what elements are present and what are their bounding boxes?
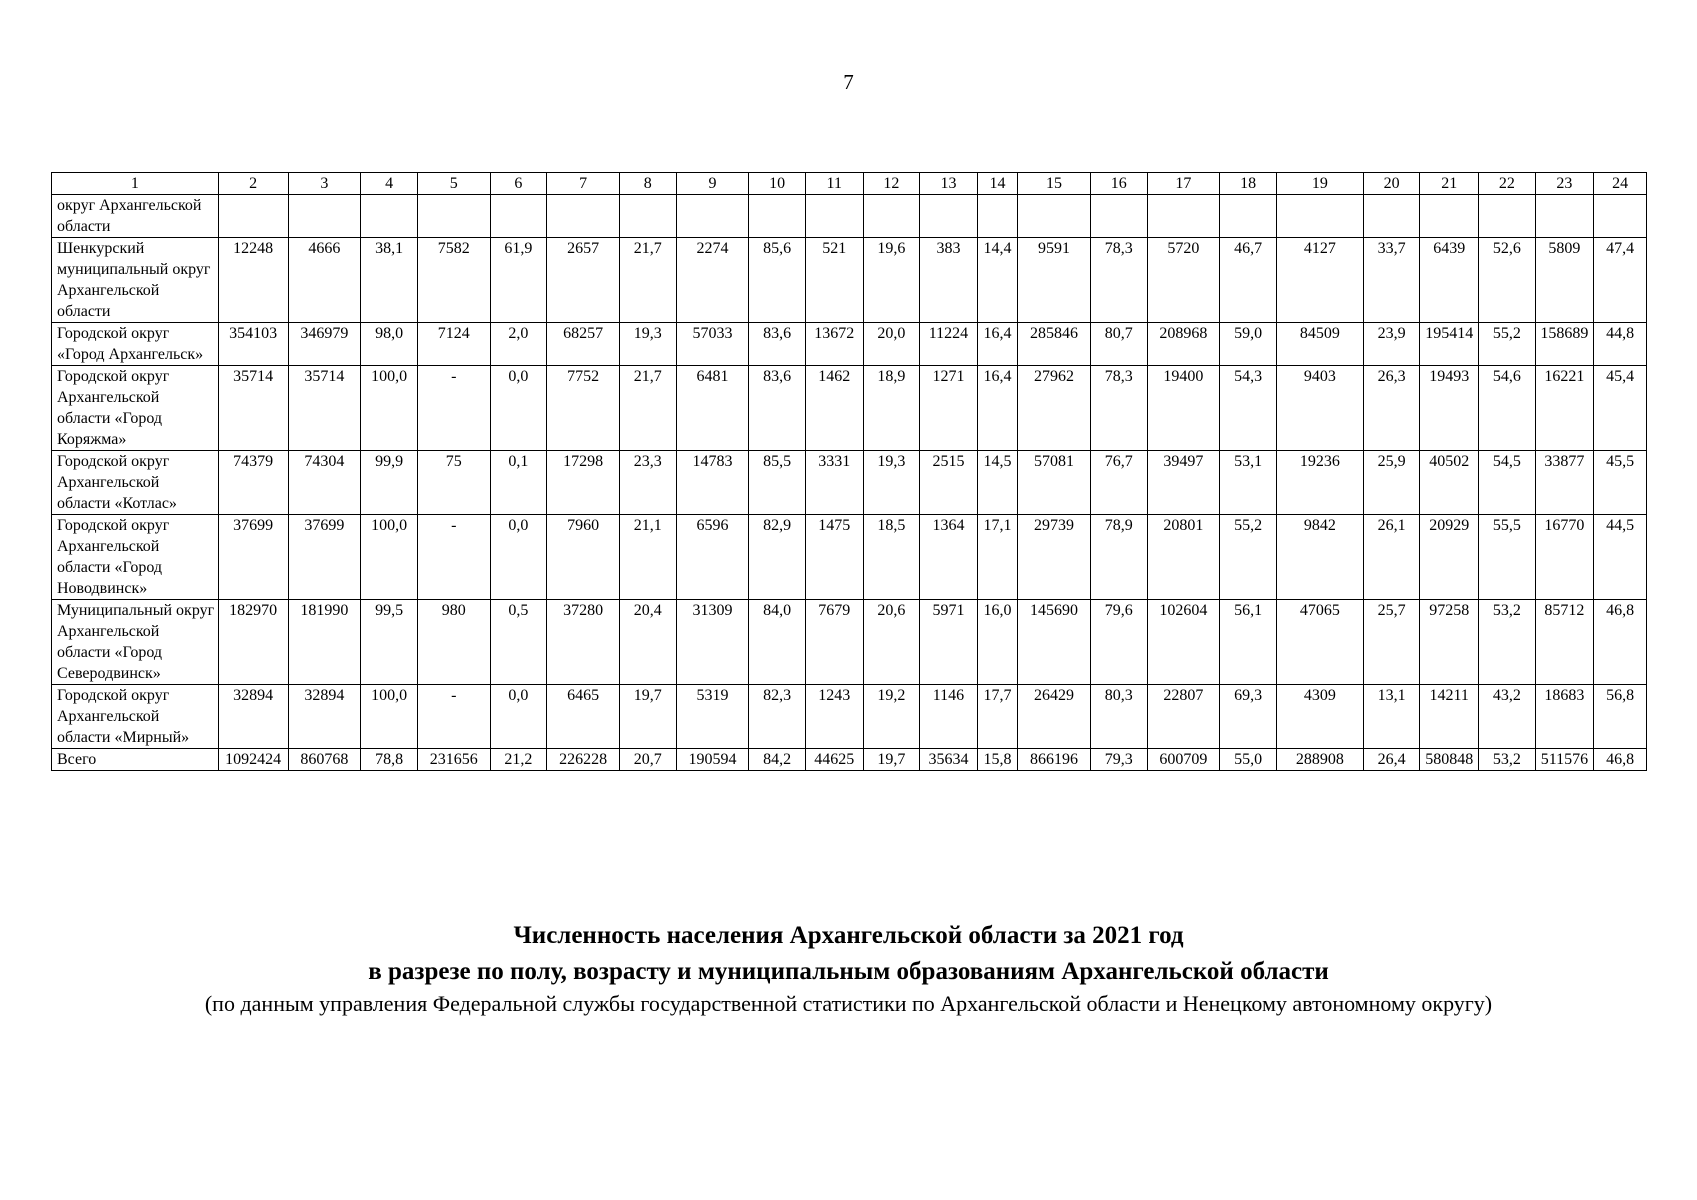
title-subtitle: (по данным управления Федеральной службы государственной статистики по Архангельской области и Ненецкому автономному округу) <box>204 991 1493 1016</box>
table-cell: 13672 <box>805 323 863 366</box>
table-cell: 44,5 <box>1594 515 1647 600</box>
table-row <box>52 515 1647 600</box>
table-cell: 16,4 <box>977 366 1017 451</box>
table-cell: 190594 <box>676 749 749 771</box>
table-cell: 13,1 <box>1363 685 1420 749</box>
table-cell <box>805 195 863 238</box>
column-number-5: 5 <box>417 173 490 195</box>
column-number-6: 6 <box>490 173 547 195</box>
table-cell: 33,7 <box>1363 238 1420 323</box>
table-cell: 84509 <box>1276 323 1363 366</box>
table-cell: 1271 <box>920 366 978 451</box>
table-cell: 354103 <box>218 323 288 366</box>
table-cell: 56,8 <box>1594 685 1647 749</box>
column-number-3: 3 <box>288 173 361 195</box>
table-cell: 21,1 <box>619 515 676 600</box>
table-cell: 21,2 <box>490 749 547 771</box>
table-cell: 20801 <box>1147 515 1220 600</box>
table-cell: 14,5 <box>977 451 1017 515</box>
table-cell: 16,4 <box>977 323 1017 366</box>
table-cell: 17,1 <box>977 515 1017 600</box>
table-cell: 26429 <box>1018 685 1091 749</box>
table-cell: 78,3 <box>1090 366 1147 451</box>
table-cell: 0,5 <box>490 600 547 685</box>
table-cell: 23,9 <box>1363 323 1420 366</box>
table-cell <box>676 195 749 238</box>
table-cell: 2274 <box>676 238 749 323</box>
table-cell: 1146 <box>920 685 978 749</box>
table-cell: 6596 <box>676 515 749 600</box>
table-cell: 346979 <box>288 323 361 366</box>
table-cell: 18,9 <box>863 366 920 451</box>
column-number-11: 11 <box>805 173 863 195</box>
table-cell: 7679 <box>805 600 863 685</box>
table-cell: 79,6 <box>1090 600 1147 685</box>
table-cell: 511576 <box>1535 749 1594 771</box>
table-cell: 5319 <box>676 685 749 749</box>
table-cell: 98,0 <box>361 323 418 366</box>
table-cell: 40502 <box>1420 451 1479 515</box>
table-cell: 80,7 <box>1090 323 1147 366</box>
table-row <box>52 451 1647 515</box>
table-cell: 9403 <box>1276 366 1363 451</box>
table-cell: 0,1 <box>490 451 547 515</box>
table-cell: 46,7 <box>1220 238 1277 323</box>
table-cell: 35714 <box>288 366 361 451</box>
table-cell: 75 <box>417 451 490 515</box>
table-cell: 56,1 <box>1220 600 1277 685</box>
table-cell: 14211 <box>1420 685 1479 749</box>
table-cell: 4666 <box>288 238 361 323</box>
table-cell: 19,3 <box>619 323 676 366</box>
table-cell: 52,6 <box>1479 238 1536 323</box>
table-cell: 580848 <box>1420 749 1479 771</box>
table-cell: 0,0 <box>490 515 547 600</box>
table-cell: 100,0 <box>361 515 418 600</box>
table-cell: 521 <box>805 238 863 323</box>
municipality-name: Шенкурский муниципальный округ Архангельской области <box>52 238 219 323</box>
table-cell: 182970 <box>218 600 288 685</box>
table-cell: 68257 <box>547 323 620 366</box>
table-cell: 20,4 <box>619 600 676 685</box>
table-cell: 53,1 <box>1220 451 1277 515</box>
table-cell <box>490 195 547 238</box>
table-cell: 19493 <box>1420 366 1479 451</box>
table-cell: 145690 <box>1018 600 1091 685</box>
table-cell: 2,0 <box>490 323 547 366</box>
table-cell: 37280 <box>547 600 620 685</box>
table-cell: 33877 <box>1535 451 1594 515</box>
table-cell: 57081 <box>1018 451 1091 515</box>
table-cell: - <box>417 515 490 600</box>
table-cell: 23,3 <box>619 451 676 515</box>
municipality-name: Городской округ «Город Архангельск» <box>52 323 219 366</box>
column-number-8: 8 <box>619 173 676 195</box>
table-cell: 100,0 <box>361 685 418 749</box>
table-cell: 231656 <box>417 749 490 771</box>
table-cell: 7582 <box>417 238 490 323</box>
table-cell: 37699 <box>218 515 288 600</box>
table-cell: 39497 <box>1147 451 1220 515</box>
table-cell: 53,2 <box>1479 600 1536 685</box>
table-cell: 59,0 <box>1220 323 1277 366</box>
table-cell: 600709 <box>1147 749 1220 771</box>
table-cell <box>1090 195 1147 238</box>
table-cell: 47065 <box>1276 600 1363 685</box>
table-cell: 79,3 <box>1090 749 1147 771</box>
table-cell <box>1420 195 1479 238</box>
municipality-name: Городской округ Архангельской области «Мирный» <box>52 685 219 749</box>
table-cell: 11224 <box>920 323 978 366</box>
table-cell: 82,3 <box>749 685 806 749</box>
table-cell: 35634 <box>920 749 978 771</box>
table-cell: - <box>417 685 490 749</box>
table-cell: 47,4 <box>1594 238 1647 323</box>
column-number-10: 10 <box>749 173 806 195</box>
municipality-name: Городской округ Архангельской области «Котлас» <box>52 451 219 515</box>
table-cell: 46,8 <box>1594 749 1647 771</box>
table-row <box>52 685 1647 749</box>
table-cell: 84,2 <box>749 749 806 771</box>
table-cell: 27962 <box>1018 366 1091 451</box>
table-cell: 85,6 <box>749 238 806 323</box>
table-cell <box>863 195 920 238</box>
table-cell: 55,2 <box>1479 323 1536 366</box>
column-number-15: 15 <box>1018 173 1091 195</box>
table-cell: 208968 <box>1147 323 1220 366</box>
column-number-23: 23 <box>1535 173 1594 195</box>
table-cell: 16,0 <box>977 600 1017 685</box>
table-cell: 74304 <box>288 451 361 515</box>
table-cell: 26,1 <box>1363 515 1420 600</box>
title-line-1: Численность населения Архангельской области за 2021 год <box>513 922 1184 949</box>
table-row <box>52 749 1647 771</box>
table-cell <box>1594 195 1647 238</box>
table-cell: 1475 <box>805 515 863 600</box>
table-cell: 16770 <box>1535 515 1594 600</box>
table-cell: 99,9 <box>361 451 418 515</box>
table-cell: 4309 <box>1276 685 1363 749</box>
table-cell: 54,3 <box>1220 366 1277 451</box>
table-cell: 37699 <box>288 515 361 600</box>
table-cell: 20929 <box>1420 515 1479 600</box>
column-number-22: 22 <box>1479 173 1536 195</box>
table-cell: 26,3 <box>1363 366 1420 451</box>
table-cell: 1364 <box>920 515 978 600</box>
table-row <box>52 600 1647 685</box>
column-number-17: 17 <box>1147 173 1220 195</box>
table-cell: 6439 <box>1420 238 1479 323</box>
column-number-16: 16 <box>1090 173 1147 195</box>
column-number-4: 4 <box>361 173 418 195</box>
table-row <box>52 366 1647 451</box>
table-cell: 12248 <box>218 238 288 323</box>
table-cell: 16221 <box>1535 366 1594 451</box>
table-cell: 383 <box>920 238 978 323</box>
table-cell: 4127 <box>1276 238 1363 323</box>
table-cell: 55,5 <box>1479 515 1536 600</box>
table-cell <box>417 195 490 238</box>
table-cell: 20,7 <box>619 749 676 771</box>
table-cell: 19,7 <box>619 685 676 749</box>
table-cell <box>619 195 676 238</box>
table-cell <box>920 195 978 238</box>
table-cell: 0,0 <box>490 366 547 451</box>
table-cell <box>1276 195 1363 238</box>
table-cell: 19,7 <box>863 749 920 771</box>
column-number-19: 19 <box>1276 173 1363 195</box>
table-cell: 44,8 <box>1594 323 1647 366</box>
table-cell: 2515 <box>920 451 978 515</box>
table-cell: 19400 <box>1147 366 1220 451</box>
table-cell: 45,5 <box>1594 451 1647 515</box>
table-cell: 1243 <box>805 685 863 749</box>
table-cell: 285846 <box>1018 323 1091 366</box>
table-cell: 3331 <box>805 451 863 515</box>
column-number-14: 14 <box>977 173 1017 195</box>
table-cell: 85,5 <box>749 451 806 515</box>
table-cell: 84,0 <box>749 600 806 685</box>
column-number-20: 20 <box>1363 173 1420 195</box>
table-cell: 29739 <box>1018 515 1091 600</box>
table-cell: 43,2 <box>1479 685 1536 749</box>
table-cell: 18,5 <box>863 515 920 600</box>
table-row <box>52 195 1647 238</box>
municipality-name: Городской округ Архангельской области «Город Коряжма» <box>52 366 219 451</box>
table-cell: 17,7 <box>977 685 1017 749</box>
table-cell: 6465 <box>547 685 620 749</box>
table-cell: 57033 <box>676 323 749 366</box>
column-number-7: 7 <box>547 173 620 195</box>
table-cell: 7124 <box>417 323 490 366</box>
table-cell <box>547 195 620 238</box>
table-cell: 5720 <box>1147 238 1220 323</box>
table-cell <box>749 195 806 238</box>
page-number: 7 <box>843 70 854 94</box>
table-cell: 860768 <box>288 749 361 771</box>
table-cell: 19,2 <box>863 685 920 749</box>
table-cell: 226228 <box>547 749 620 771</box>
table-cell: 100,0 <box>361 366 418 451</box>
table-cell: 980 <box>417 600 490 685</box>
column-number-21: 21 <box>1420 173 1479 195</box>
table-cell: 18683 <box>1535 685 1594 749</box>
table-cell: 76,7 <box>1090 451 1147 515</box>
table-cell: 35714 <box>218 366 288 451</box>
table-cell: 158689 <box>1535 323 1594 366</box>
column-number-13: 13 <box>920 173 978 195</box>
table-cell: 21,7 <box>619 366 676 451</box>
population-table <box>51 172 1647 771</box>
table-cell: 85712 <box>1535 600 1594 685</box>
table-cell: 20,0 <box>863 323 920 366</box>
table-cell: 288908 <box>1276 749 1363 771</box>
table-cell: 55,0 <box>1220 749 1277 771</box>
table-cell <box>218 195 288 238</box>
table-cell: 53,2 <box>1479 749 1536 771</box>
table-cell: 44625 <box>805 749 863 771</box>
table-row <box>52 238 1647 323</box>
table-cell: 32894 <box>288 685 361 749</box>
table-cell: 14,4 <box>977 238 1017 323</box>
table-cell: 61,9 <box>490 238 547 323</box>
table-cell: 7960 <box>547 515 620 600</box>
table-cell: - <box>417 366 490 451</box>
table-cell: 45,4 <box>1594 366 1647 451</box>
table-cell: 0,0 <box>490 685 547 749</box>
table-cell: 97258 <box>1420 600 1479 685</box>
table-cell: 78,8 <box>361 749 418 771</box>
table-cell: 102604 <box>1147 600 1220 685</box>
table-cell: 25,7 <box>1363 600 1420 685</box>
column-number-2: 2 <box>218 173 288 195</box>
table-cell: 83,6 <box>749 366 806 451</box>
table-row <box>52 323 1647 366</box>
table-cell: 25,9 <box>1363 451 1420 515</box>
table-cell <box>1479 195 1536 238</box>
table-cell <box>1147 195 1220 238</box>
table-cell: 78,9 <box>1090 515 1147 600</box>
table-title-block <box>0 918 1697 1018</box>
table-cell: 15,8 <box>977 749 1017 771</box>
table-cell: 5809 <box>1535 238 1594 323</box>
table-cell: 46,8 <box>1594 600 1647 685</box>
column-number-9: 9 <box>676 173 749 195</box>
table-cell <box>361 195 418 238</box>
column-number-1: 1 <box>52 173 219 195</box>
table-cell: 1462 <box>805 366 863 451</box>
table-cell: 7752 <box>547 366 620 451</box>
municipality-name: округ Архангельской области <box>52 195 219 238</box>
column-number-row <box>52 173 1647 195</box>
table-cell: 31309 <box>676 600 749 685</box>
table-cell: 5971 <box>920 600 978 685</box>
table-cell: 14783 <box>676 451 749 515</box>
table-cell: 78,3 <box>1090 238 1147 323</box>
table-cell: 74379 <box>218 451 288 515</box>
table-cell: 2657 <box>547 238 620 323</box>
table-cell: 32894 <box>218 685 288 749</box>
table-cell: 6481 <box>676 366 749 451</box>
table-cell <box>1363 195 1420 238</box>
table-cell: 82,9 <box>749 515 806 600</box>
table-cell: 38,1 <box>361 238 418 323</box>
table-cell: 19,6 <box>863 238 920 323</box>
table-cell: 99,5 <box>361 600 418 685</box>
table-cell: 17298 <box>547 451 620 515</box>
municipality-name: Городской округ Архангельской области «Город Новодвинск» <box>52 515 219 600</box>
table-cell: 80,3 <box>1090 685 1147 749</box>
table-cell: 19236 <box>1276 451 1363 515</box>
table-cell: 54,6 <box>1479 366 1536 451</box>
table-cell: 181990 <box>288 600 361 685</box>
table-cell <box>288 195 361 238</box>
table-cell: 83,6 <box>749 323 806 366</box>
table-cell <box>977 195 1017 238</box>
table-cell: 1092424 <box>218 749 288 771</box>
table-cell: 22807 <box>1147 685 1220 749</box>
municipality-name: Муниципальный округ Архангельской области «Город Северодвинск» <box>52 600 219 685</box>
table-cell: 9591 <box>1018 238 1091 323</box>
table-cell <box>1535 195 1594 238</box>
table-cell <box>1220 195 1277 238</box>
table-cell: 55,2 <box>1220 515 1277 600</box>
table-cell: 26,4 <box>1363 749 1420 771</box>
column-number-12: 12 <box>863 173 920 195</box>
table-cell: 9842 <box>1276 515 1363 600</box>
table-cell: 69,3 <box>1220 685 1277 749</box>
table-cell <box>1018 195 1091 238</box>
table-cell: 54,5 <box>1479 451 1536 515</box>
column-number-24: 24 <box>1594 173 1647 195</box>
table-cell: 195414 <box>1420 323 1479 366</box>
table-cell: 19,3 <box>863 451 920 515</box>
municipality-name: Всего <box>52 749 219 771</box>
table-cell: 866196 <box>1018 749 1091 771</box>
table-cell: 21,7 <box>619 238 676 323</box>
table-cell: 20,6 <box>863 600 920 685</box>
column-number-18: 18 <box>1220 173 1277 195</box>
title-line-2: в разрезе по полу, возрасту и муниципальным образованиям Архангельской области <box>368 958 1329 985</box>
